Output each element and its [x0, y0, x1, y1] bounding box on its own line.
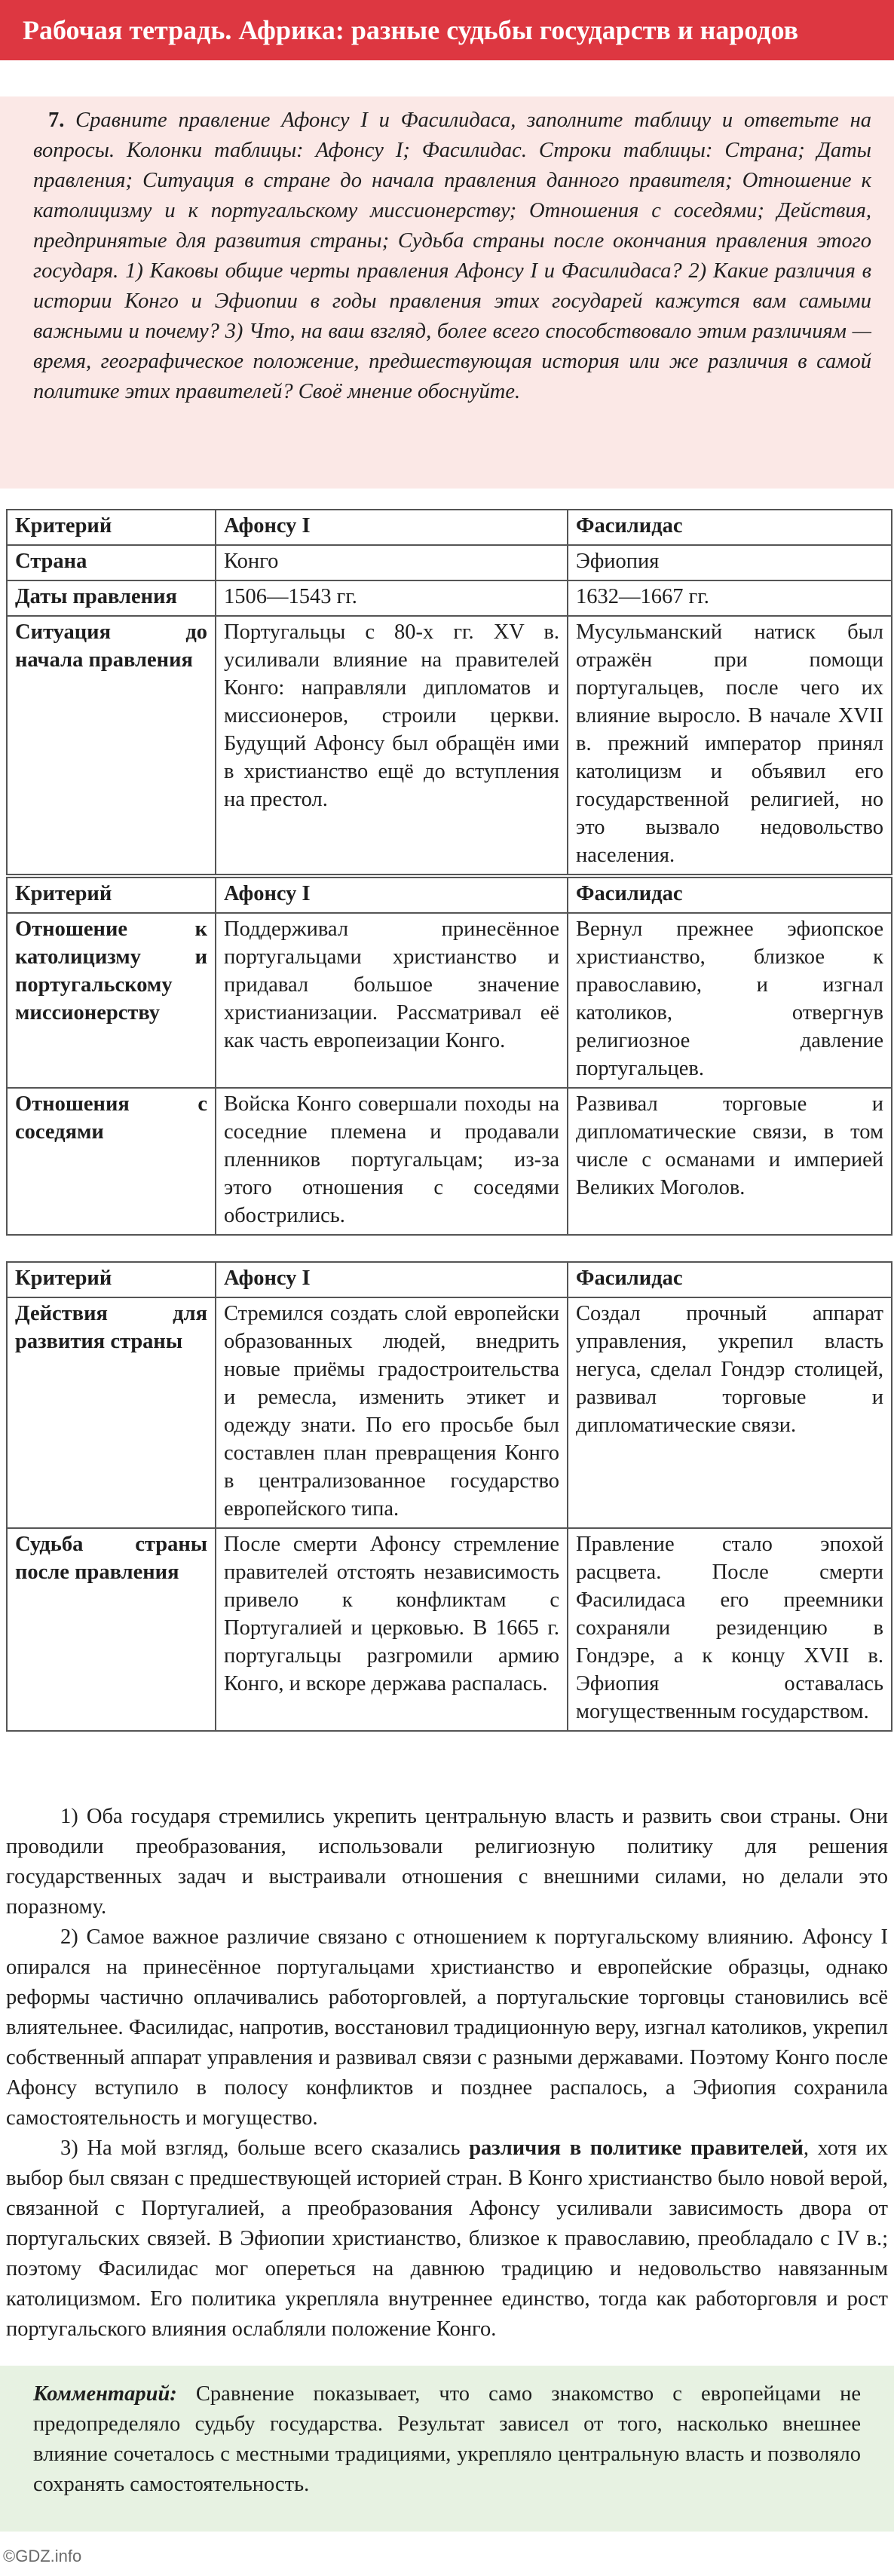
- header-afonso: Афонсу I: [216, 878, 568, 913]
- row-criterion: Ситуация до начала правления: [7, 616, 216, 874]
- row-fasilidas: 1632—1667 гг.: [568, 580, 892, 616]
- table-row: [7, 545, 892, 580]
- table-header-row: [7, 1262, 892, 1297]
- table-row: [7, 913, 892, 1088]
- row-criterion: Судьба страны после правления: [7, 1528, 216, 1731]
- row-fasilidas: Правление стало эпохой расцвета. После смерти Фасилидаса его преемники сохраняли резиденцию в Гондэре, а к концу XVII в. Эфиопия оставалась могущественным государством.: [568, 1528, 892, 1731]
- page-title: Рабочая тетрадь. Африка: разные судьбы государств и народов: [23, 15, 799, 45]
- row-fasilidas: Вернул прежнее эфиопское христианство, близкое к православию, и изгнал католиков, отвергнув религиозное давление португальцев.: [568, 913, 892, 1088]
- row-criterion: Даты правления: [7, 580, 216, 616]
- comparison-table-2: [6, 877, 892, 1236]
- header-fasilidas: Фасилидас: [568, 510, 892, 545]
- comparison-table-3: [6, 1261, 892, 1732]
- comparison-table-1: [6, 509, 892, 875]
- comment-label: Комментарий:: [33, 2382, 177, 2406]
- header-criterion: Критерий: [7, 510, 216, 545]
- row-afonso: Конго: [216, 545, 568, 580]
- row-afonso: 1506—1543 гг.: [216, 580, 568, 616]
- header-criterion: Критерий: [7, 878, 216, 913]
- header-afonso: Афонсу I: [216, 1262, 568, 1297]
- row-afonso: После смерти Афонсу стремление правителей отстоять независимость привело к конфликтам с Португалией и церковью. В 1665 г. португальцы разгромили армию Конго, и вскоре держава распалась.: [216, 1528, 568, 1731]
- answers-section: [0, 1802, 894, 2345]
- row-fasilidas: Эфиопия: [568, 545, 892, 580]
- header-fasilidas: Фасилидас: [568, 878, 892, 913]
- answer-2: 2) Самое важное различие связано с отношением к португальскому влиянию. Афонсу I опирался на принесённое португальцами христианство и европейские образцы, однако реформы частично оплачивались работорговлей, а португальские торговцы становились всё влиятельнее. Фасилидас, напротив, восстановил традиционную веру, изгнал католиков, укрепил собственный аппарат управления и развивал связи с разными державами. Поэтому Конго после Афонсу вступило в полосу конфликтов и позднее распалось, а Эфиопия сохранила самостоятельность и могущество.: [6, 1925, 888, 2130]
- row-criterion: Страна: [7, 545, 216, 580]
- answer-3-start: 3) На мой взгляд, больше всего сказались: [60, 2136, 470, 2160]
- comment-text: Сравнение показывает, что само знакомство с европейцами не предопределяло судьбу государства. Результат зависел от того, насколько внешнее влияние сочеталось с местными традициями, укрепляло центральную власть и позволяло сохранять самостоятельность.: [33, 2382, 861, 2496]
- answer-3: [6, 2133, 888, 2345]
- answer-1: 1) Оба государя стремились укрепить центральную власть и развить свои страны. Они проводили преобразования, использовали религиозную политику для решения государственных задач и выстраивали отношения с внешними силами, но делали это поразному.: [6, 1805, 888, 1919]
- table-header-row: [7, 510, 892, 545]
- row-afonso: Поддерживал принесённое португальцами христианство и придавал большое значение христианизации. Рассматривал её как часть европеизации Конго.: [216, 913, 568, 1088]
- table-row: [7, 616, 892, 874]
- page-header: [0, 0, 894, 60]
- source-footer: ©GDZ.info: [3, 2547, 82, 2565]
- row-afonso: Войска Конго совершали походы на соседние племена и продавали пленников португальцам; из-за этого отношения с соседями обострились.: [216, 1088, 568, 1235]
- table-row: [7, 1297, 892, 1528]
- task-box: [0, 96, 894, 489]
- answer-3-end: , хотя их выбор был связан с предшествующей историей стран. В Конго христианство было новой верой, связанной с Португалией, а преобразования Афонсу усиливали зависимость двора от португальских связей. В Эфиопии христианство, близкое к православию, преобладало с IV в.; поэтому Фасилидас мог опереться на давнюю традицию и недовольство навязанным католицизмом. Его политика укрепляла внутреннее единство, тогда как работорговля и рост португальского влияния ослабляли положение Конго.: [6, 2136, 888, 2341]
- header-afonso: Афонсу I: [216, 510, 568, 545]
- row-fasilidas: Развивал торговые и дипломатические связи, в том числе с османами и империей Великих Моголов.: [568, 1088, 892, 1235]
- table-header-row: [7, 878, 892, 913]
- row-criterion: Отношения с соседями: [7, 1088, 216, 1235]
- header-criterion: Критерий: [7, 1262, 216, 1297]
- answer-3-emphasis: различия в политике правителей: [469, 2136, 804, 2160]
- row-fasilidas: Мусульманский натиск был отражён при помощи португальцев, после чего их влияние выросло. В начале XVII в. прежний император принял католицизм и объявил его государственной религией, но это вызвало недовольство населения.: [568, 616, 892, 874]
- table-row: [7, 580, 892, 616]
- task-number: 7.: [48, 109, 65, 132]
- task-text: Сравните правление Афонсу I и Фасилидаса, заполните таблицу и ответьте на вопросы. Колонки таблицы: Афонсу I; Фасилидас. Строки таблицы: Страна; Даты правления; Ситуация в стране до начала правления данного правителя; Отношение к католицизму и к португальскому миссионерству; Отношения с соседями; Действия, предпринятые для развития страны; Судьба страны после окончания правления этого государя. 1) Каковы общие черты правления Афонсу I и Фасилидаса? 2) Какие различия в истории Конго и Эфиопии в годы правления этих государей кажутся вам самыми важными и почему? 3) Что, на ваш взгляд, более всего способствовало этим различиям — время, географическое положение, предшествующая история или же различия в самой политике этих правителей? Своё мнение обоснуйте.: [33, 109, 872, 403]
- comment-box: [0, 2366, 894, 2532]
- table-row: [7, 1088, 892, 1235]
- table-row: [7, 1528, 892, 1731]
- row-criterion: Отношение к католицизму и португальскому миссионерству: [7, 913, 216, 1088]
- header-fasilidas: Фасилидас: [568, 1262, 892, 1297]
- row-afonso: Португальцы с 80-х гг. XV в. усиливали влияние на правителей Конго: направляли дипломатов и миссионеров, строили церкви. Будущий Афонсу был обращён ими в христианство ещё до вступления на престол.: [216, 616, 568, 874]
- row-afonso: Стремился создать слой европейски образованных людей, внедрить новые приёмы градостроительства и ремесла, изменить этикет и одежду знати. По его просьбе был составлен план превращения Конго в централизованное государство европейского типа.: [216, 1297, 568, 1528]
- row-criterion: Действия для развития страны: [7, 1297, 216, 1528]
- row-fasilidas: Создал прочный аппарат управления, укрепил власть негуса, сделал Гондэр столицей, развивал торговые и дипломатические связи.: [568, 1297, 892, 1528]
